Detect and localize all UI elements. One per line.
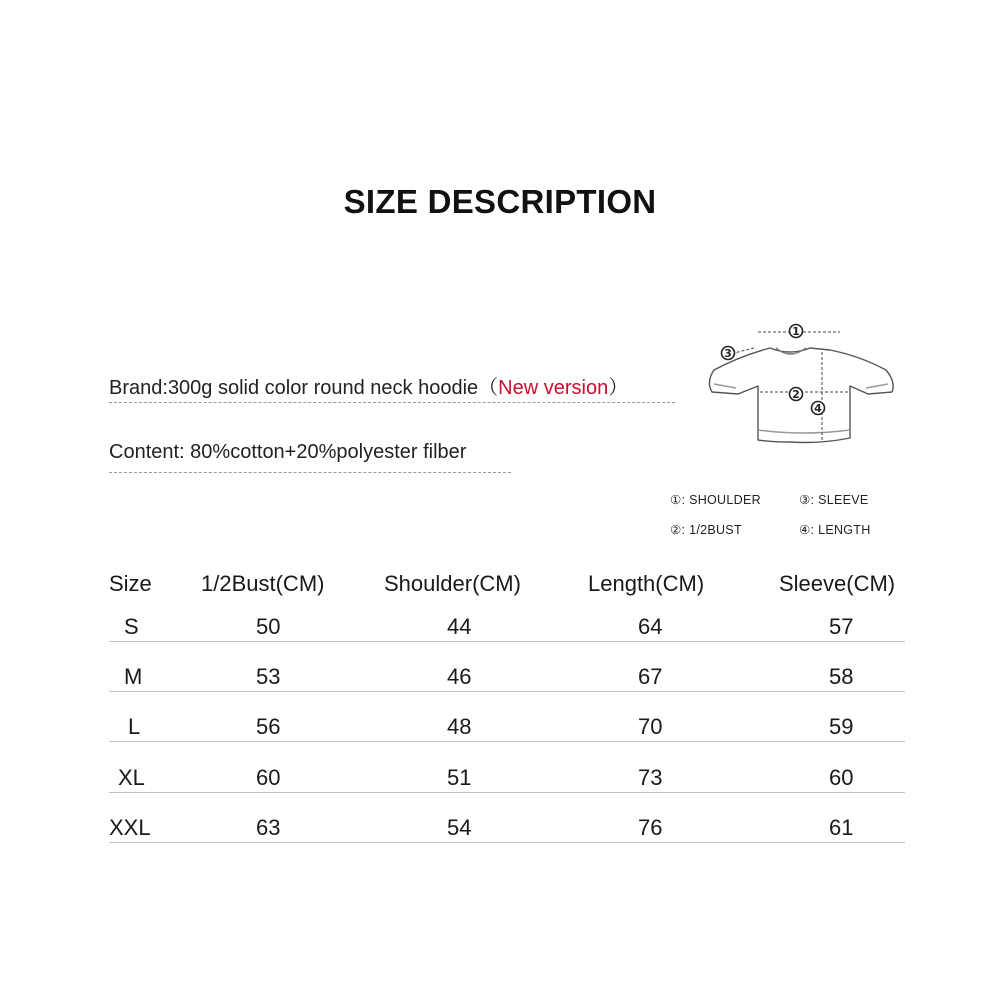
content-text: 80%cotton+20%polyester filber: [190, 441, 467, 463]
row-divider: [109, 792, 905, 793]
cell-sleeve: 61: [829, 815, 854, 840]
row-divider: [109, 641, 905, 642]
cell-bust: 53: [256, 664, 281, 689]
cell-length: 67: [638, 664, 663, 689]
cell-length: 64: [638, 614, 663, 639]
cell-shoulder: 51: [447, 765, 472, 790]
cell-shoulder: 46: [447, 664, 472, 689]
brand-label: Brand:: [109, 377, 168, 399]
cell-bust: 50: [256, 614, 281, 639]
cell-length: 73: [638, 765, 663, 790]
cell-sleeve: 60: [829, 765, 854, 790]
row-divider: [109, 691, 905, 692]
new-version-highlight: New version: [498, 377, 609, 399]
cell-sleeve: 59: [829, 714, 854, 739]
cell-shoulder: 44: [447, 614, 472, 639]
cell-size: M: [124, 664, 143, 689]
cell-length: 70: [638, 714, 663, 739]
marker-4-label: 4: [814, 402, 822, 415]
cell-bust: 63: [256, 815, 281, 840]
cell-size: XXL: [109, 815, 151, 840]
cell-shoulder: 54: [447, 815, 472, 840]
header-length: Length(CM): [588, 571, 705, 596]
header-half-bust: 1/2Bust(CM): [201, 571, 325, 596]
legend-label: SHOULDER: [689, 493, 761, 507]
page-title: SIZE DESCRIPTION: [343, 183, 657, 220]
row-divider: [109, 842, 905, 843]
row-divider: [109, 741, 905, 742]
marker-3-label: 3: [724, 347, 732, 360]
legend-label: LENGTH: [818, 523, 871, 537]
cell-size: XL: [118, 765, 145, 790]
cell-sleeve: 57: [829, 614, 854, 639]
legend-number: ④:: [799, 523, 815, 537]
cell-size: L: [128, 714, 141, 739]
brand-text: 300g solid color round neck hoodie: [167, 377, 479, 399]
marker-2-label: 2: [792, 388, 800, 401]
marker-1-label: 1: [792, 325, 800, 338]
legend-number: ①:: [670, 493, 686, 507]
legend-label: SLEEVE: [818, 493, 869, 507]
header-size: Size: [109, 571, 152, 596]
cell-bust: 60: [256, 765, 281, 790]
brand-paren-open: （: [478, 377, 499, 399]
legend-number: ③:: [799, 493, 815, 507]
header-shoulder: Shoulder(CM): [384, 571, 521, 596]
cell-bust: 56: [256, 714, 281, 739]
legend-label: 1/2BUST: [689, 523, 742, 537]
cell-shoulder: 48: [447, 714, 472, 739]
cell-sleeve: 58: [829, 664, 854, 689]
header-sleeve: Sleeve(CM): [779, 571, 896, 596]
brand-paren-close: ）: [608, 377, 629, 399]
cell-size: S: [124, 614, 139, 639]
legend-number: ②:: [670, 523, 686, 537]
cell-length: 76: [638, 815, 663, 840]
content-label: Content:: [109, 441, 185, 463]
